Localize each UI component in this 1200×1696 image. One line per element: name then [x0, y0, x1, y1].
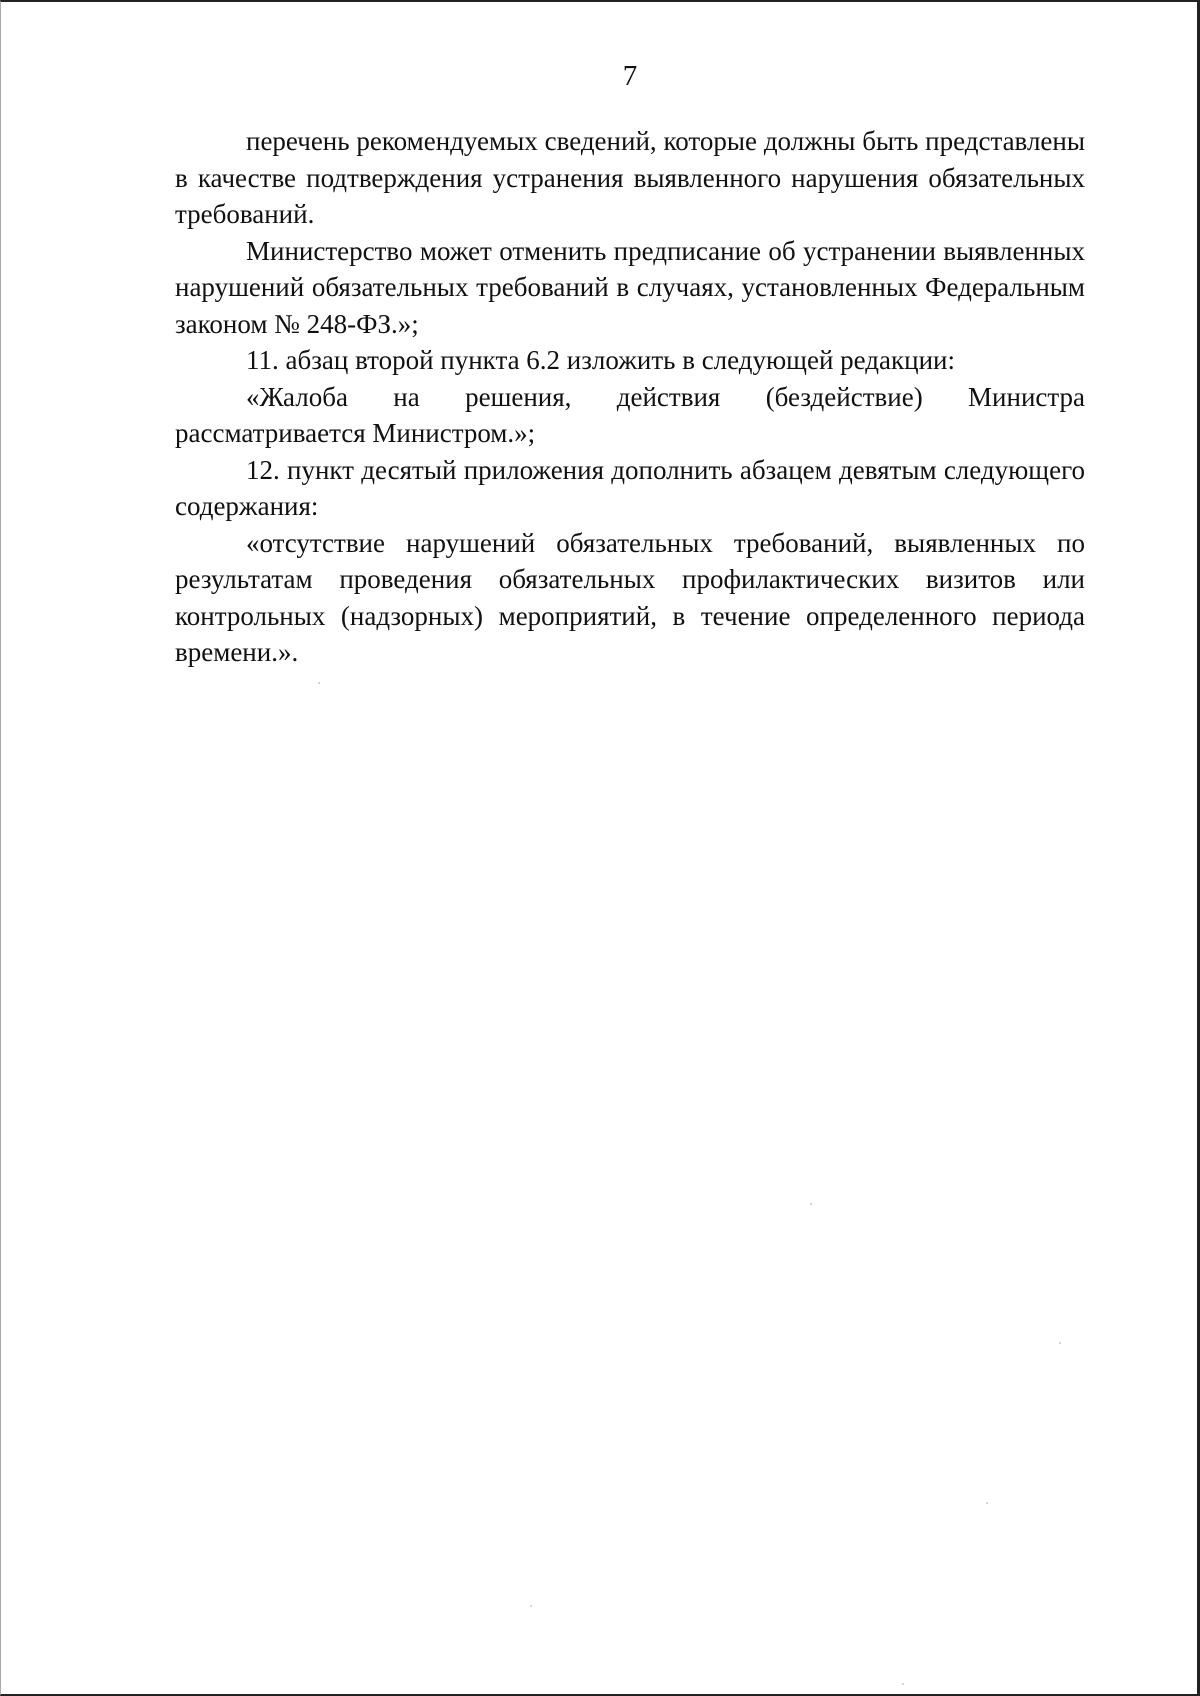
paragraph-item-12: 12. пункт десятый приложения дополнить абзацем девятым следующего содержания: — [175, 454, 1085, 521]
paragraph-complaint: «Жалоба на решения, действия (бездействие) Министра рассматривается Министром.»; — [175, 381, 1085, 448]
page-number: 7 — [622, 60, 638, 92]
paragraph-absence-of-violations: «отсутствие нарушений обязательных требований, выявленных по результатам проведения обязательных профилактических визитов или контрольных (надзорных) мероприятий, в течение определенного периода времени.». — [175, 527, 1085, 667]
scan-speck — [986, 1502, 988, 1504]
scan-speck — [318, 682, 320, 684]
paragraph-recommended-info: перечень рекомендуемых сведений, которые должны быть представлены в качестве подтверждения устранения выявленного нарушения обязательных требований. — [175, 126, 1085, 229]
paragraph-ministry-cancel-order: Министерство может отменить предписание об устранении выявленных нарушений обязательных требований в случаях, установленных Федеральным законом № 248-ФЗ.»; — [175, 235, 1085, 339]
paragraph-item-11: 11. абзац второй пункта 6.2 изложить в следующей редакции: — [246, 345, 955, 375]
scan-speck — [902, 1683, 904, 1685]
scan-speck — [530, 1605, 532, 1607]
scan-speck — [810, 1203, 812, 1205]
document-body — [175, 123, 1085, 671]
scan-speck — [1059, 1342, 1061, 1344]
